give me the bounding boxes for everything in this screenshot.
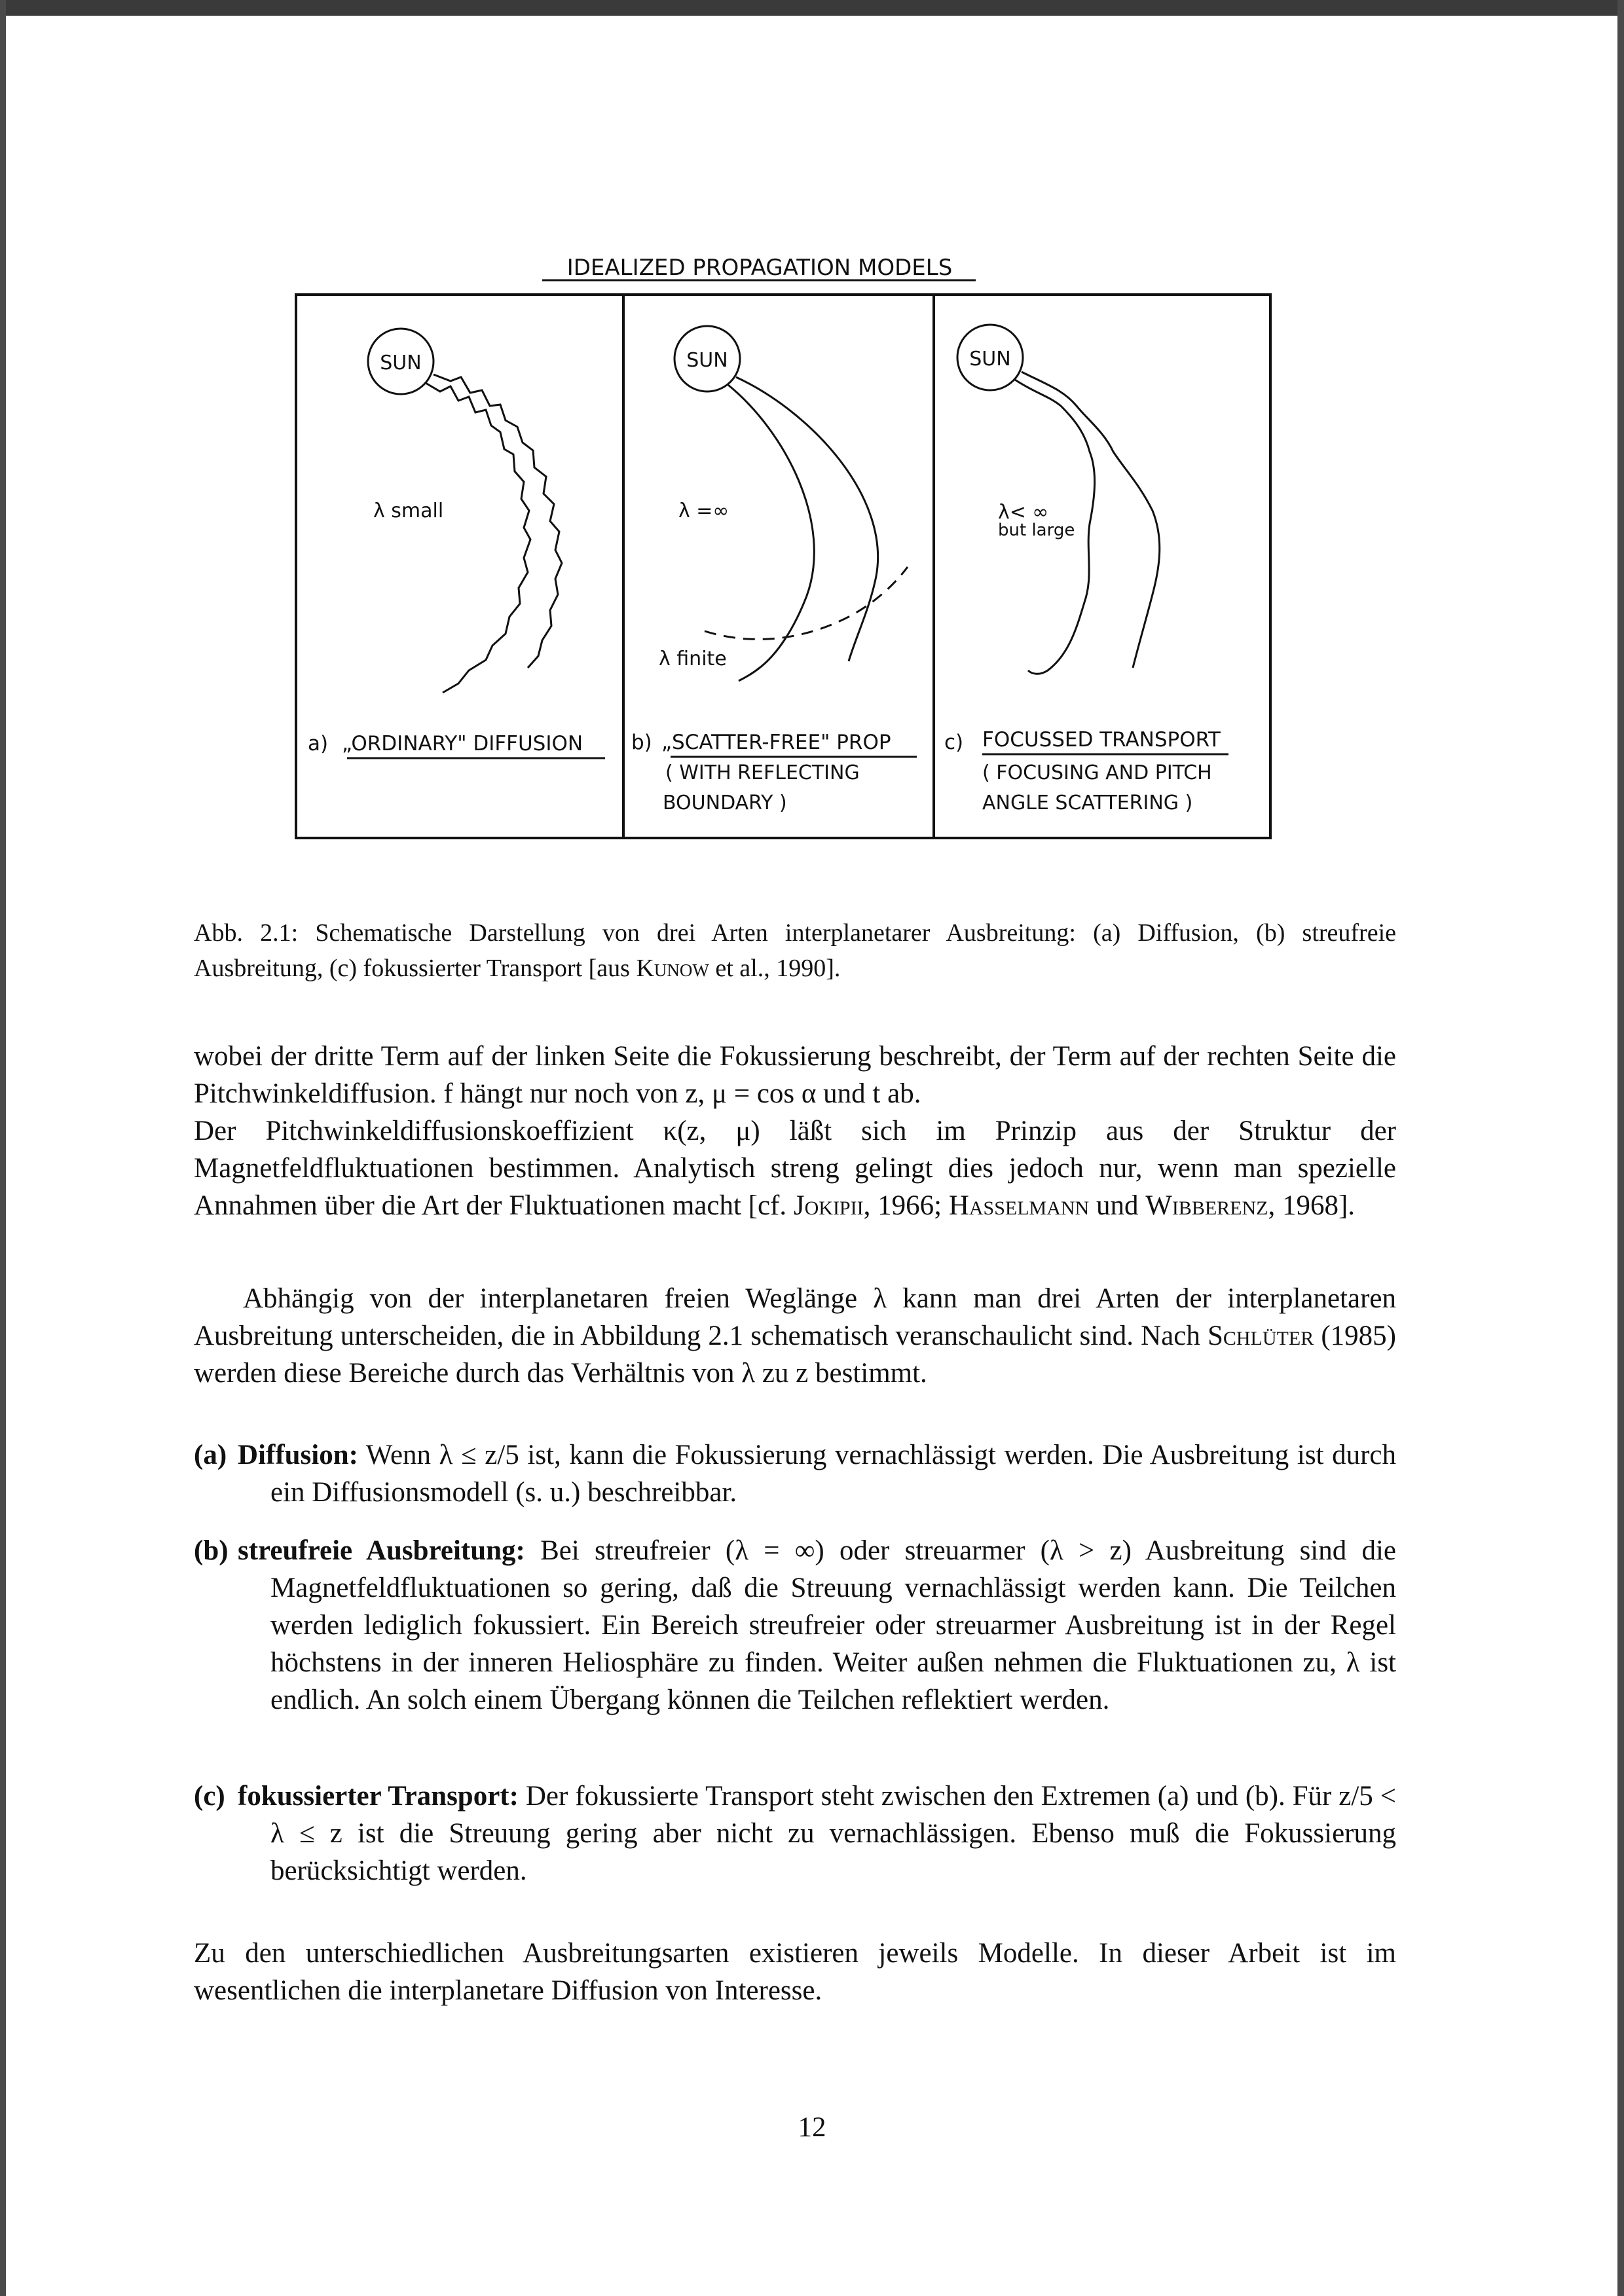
para1-line-b: f hängt nur noch von z, μ = cos α und t ab. [443, 1078, 921, 1109]
para2-author-schlueter: Schlüter [1207, 1321, 1314, 1351]
paragraph-2 [194, 1280, 1396, 1392]
list-item-marker-b: (b) [194, 1535, 229, 1566]
para1-author-wibberenz: Wibberenz [1145, 1190, 1268, 1221]
page-number: 12 [798, 2112, 826, 2143]
field-line-a-inner [426, 383, 530, 693]
list-item-marker-a: (a) [194, 1440, 227, 1470]
figure-drawing [0, 0, 1624, 864]
list-item-head-a: Diffusion: [238, 1440, 358, 1470]
para2-text-b: (1985) werden diese Bereiche durch das Verhältnis von λ zu z bestimmt. [194, 1321, 1396, 1389]
lambda-finite-label-b: λ finite [659, 647, 727, 670]
caption-author: Kunow [636, 955, 709, 982]
caption-title-c: FOCUSSED TRANSPORT [982, 728, 1221, 752]
caption-prefix-c: c) [944, 731, 964, 754]
caption-line3-b: BOUNDARY ) [663, 792, 787, 814]
list-item-text-b: Bei streufreier (λ = ∞) oder streuarmer (λ > z) Ausbreitung sind die Magnetfeldfluktuationen so gering, daß die Streuung vernachlässigt werden kann. Die Teilchen werden lediglich fokussiert. Ein Bereich streufreier oder streuarmer Ausbreitung ist in der Regel höchstens in der inneren Heliosphäre zu finden. Weiter außen nehmen die Fluktuationen zu, λ ist endlich. An solch einem Übergang können die Teilchen reflektiert werden. [270, 1535, 1396, 1715]
list-item-text-c: Der fokussierte Transport steht zwischen den Extremen (a) und (b). Für z/5 < λ ≤ z ist die Streuung gering aber nicht zu vernachlässigen. Ebenso muß die Fokussierung berücksichtigt werden. [270, 1781, 1396, 1886]
list-item-text-a: Wenn λ ≤ z/5 ist, kann die Fokussierung vernachlässigt werden. Die Ausbreitung ist durch ein Diffusionsmodell (s. u.) beschreibbar. [270, 1440, 1397, 1508]
caption-label: Abb. 2.1: [194, 919, 299, 947]
para1-mid: , 1966; [863, 1190, 942, 1221]
caption-text: Schematische Darstellung von drei Arten interplanetarer Ausbreitung: (a) Diffusion, (b) streufreie Ausbreitung, (c) fokussierter Transport [aus [194, 919, 1396, 982]
lambda-label-c-2: but large [998, 520, 1075, 540]
list-item-head-c: fokussierter Transport: [238, 1781, 519, 1812]
para1-line-a: wobei der dritte Term auf der linken Seite die Fokussierung beschreibt, der Term auf der rechten Seite die Pitchwinkeldiffusion. [194, 1041, 1396, 1109]
lambda-label-a: λ small [373, 500, 444, 522]
caption-prefix-a: a) [308, 732, 329, 756]
para1-und: und [1096, 1190, 1139, 1221]
para2-text-a: Abhängig von der interplanetaren freien Weglänge λ kann man drei Arten der interplanetaren Ausbreitung unterscheiden, die in Abbildung 2.1 schematisch veranschaulicht sind. Nach [194, 1283, 1396, 1351]
para1-author-hasselmann: Hasselmann [948, 1190, 1090, 1221]
para1-line-c: Der Pitchwinkeldiffusionskoeffizient κ(z, μ) läßt sich im Prinzip aus der Struktur der Magnetfeldfluktuationen bestimmen. Analytisch streng gelingt dies jedoch nur, wenn man spezielle Annahmen über die Art der Fluktuationen macht [cf. [194, 1116, 1396, 1221]
caption-line3-c: ANGLE SCATTERING ) [982, 792, 1193, 814]
propagation-models-figure [0, 0, 1624, 864]
list-item-b [194, 1532, 1396, 1719]
caption-title-b: „SCATTER-FREE" PROP [661, 731, 891, 754]
paragraph-1 [194, 1038, 1396, 1224]
para3-text: Zu den unterschiedlichen Ausbreitungsarten existieren jeweils Modelle. In dieser Arbeit ist im wesentlichen die interplanetare Diffusion von Interesse. [194, 1938, 1396, 2006]
field-line-b-outer [736, 377, 878, 661]
caption-line2-b: ( WITH REFLECTING [665, 761, 860, 784]
field-line-b-inner [728, 385, 814, 681]
lambda-label-b: λ =∞ [678, 500, 729, 522]
panel-a [308, 329, 605, 758]
sun-label-b: SUN [686, 349, 728, 372]
figure-caption [194, 915, 1396, 986]
caption-prefix-b: b) [631, 731, 652, 754]
panel-c [944, 325, 1228, 814]
list-item-c [194, 1777, 1396, 1889]
field-line-a-outer [434, 374, 562, 668]
list-item-head-b: streufreie Ausbreitung: [238, 1535, 525, 1566]
caption-tail: et al., 1990]. [715, 955, 841, 982]
caption-line2-c: ( FOCUSING AND PITCH [982, 761, 1212, 784]
lambda-label-c: λ< ∞ [998, 501, 1049, 524]
reflecting-boundary-dashed [705, 567, 908, 639]
figure-title: IDEALIZED PROPAGATION MODELS [566, 255, 953, 281]
sun-label-a: SUN [380, 352, 422, 374]
para1-author-jokipii: Jokipii [793, 1190, 864, 1221]
paragraph-3 [194, 1935, 1396, 2009]
sun-label-c: SUN [969, 348, 1011, 371]
panel-b [631, 326, 917, 814]
list-item-a [194, 1436, 1396, 1511]
list-item-marker-c: (c) [194, 1781, 225, 1812]
para1-end: , 1968]. [1268, 1190, 1356, 1221]
caption-title-a: „ORDINARY" DIFFUSION [342, 732, 583, 756]
